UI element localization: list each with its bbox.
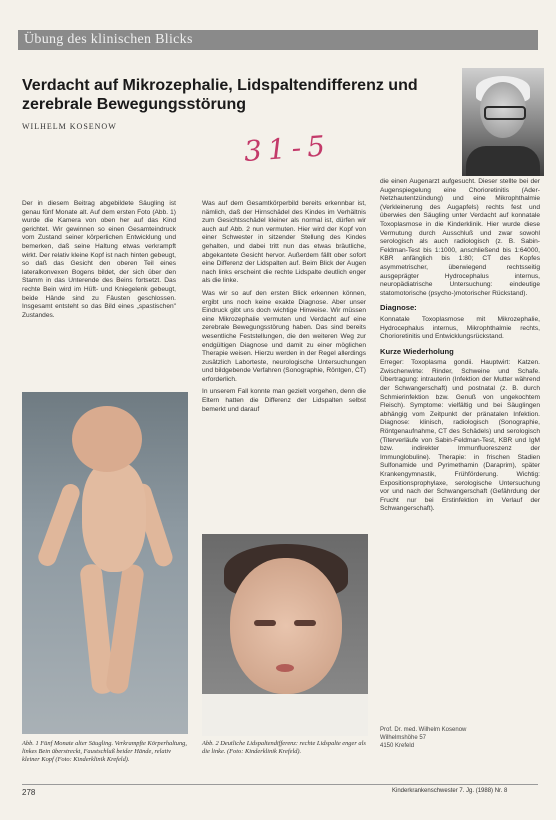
diagnosis-heading: Diagnose: <box>380 303 417 313</box>
photo-torso <box>82 462 146 572</box>
diagnosis-text: Konnatale Toxoplasmose mit Mikrozephalie, Hydrocephalus internus, Mikrophthalmie rechts, Chorioretinitis und Entwicklungsrückstand. <box>380 315 540 341</box>
paragraph: In unserem Fall konnte man gezielt vorgehen, denn die Eltern hatten die Differenz der Lidspalten selbst bemerkt und darauf <box>202 388 366 413</box>
photo-leg-right <box>105 563 145 695</box>
photo-cloth <box>202 694 368 736</box>
journal-citation: Kinderkrankenschwester 7. Jg. (1988) Nr. 8 <box>392 788 508 794</box>
author-portrait <box>462 68 544 176</box>
page-number: 278 <box>22 788 36 797</box>
figure-2-caption: Abb. 2 Deutliche Lidspaltendifferenz: rechte Lidspalte enger als die linke. (Foto: Kinderklinik Krefeld). <box>202 740 366 755</box>
figure-2-photo <box>202 534 368 736</box>
photo-head <box>72 406 142 472</box>
figure-1-caption: Abb. 1 Fünf Monate alter Säugling. Verkrampfte Körperhaltung, linkes Bein überstreckt, Faustschluß beider Hände, relativ kleiner Kopf (Foto: Kinderklinik Krefeld). <box>22 740 187 763</box>
portrait-body <box>466 146 540 176</box>
summary-heading: Kurze Wiederholung <box>380 346 454 356</box>
photo-face <box>230 558 342 694</box>
photo-mouth <box>276 664 294 672</box>
paragraph: Was auf dem Gesamtkörperbild bereits erkennbar ist, nämlich, daß der Hirnschädel des Kindes im Verhältnis zum Gesichtsschädel kleiner als normal ist, dürfen wir auch auf Abb. 2 nun vermuten. Hier wird der Kopf von einer Schwester in sitzender Stellung des Kindes gehalten, und dabei tritt nun das etwas bräutliche, abgekantete Gesicht hervor. Außerdem fällt ober sofort eine Differenz der Lidspalten auf. Beim Blick der Augen nach links erscheint die rechte Lidspalte deutlich enger als die linke. <box>202 200 366 285</box>
article-author: WILHELM KOSENOW <box>22 122 117 131</box>
address-name: Prof. Dr. med. Wilhelm Kosenow <box>380 727 467 733</box>
handwritten-note: 31-5 <box>242 129 332 168</box>
summary-text: Erreger: Toxoplasma gondii. Hauptwirt: Katzen. Zwischenwirte: Rinder, Schweine und Schafe. Übertragung: intrauterin (Infektion der Mutter während der Schwangerschaft) und postnatal (z. B. durch Schmierinfektion bzw. Genuß von ungekochtem Fleisch). Symptome: vielfältig und bei Säuglingen abhängig vom Zeitpunkt der pränatalen Infektion. Diagnose: klinisch, radiologisch (Sonographie, Röntgenaufnahme, CT des Schädels) und serologisch (Titerverläufe von Sabin-Feldman-Test, KBR und IgM bzw. indirekter Immunfluoreszenz der Immunglobuline). Therapie: in frischen Stadien Sulfonamide und Pyrimethamin (Daraprim), später Krankengymnastik, Frühförderung. Wichtig: Expositionsprophylaxe, serologische Untersuchung vor und nach der Schwangerschaft (Gefährdung der Frucht nur bei Erstinfektion im Verlauf der Schwangerschaft). <box>380 359 540 513</box>
address-city: 4150 Krefeld <box>380 743 415 749</box>
footer-rule <box>22 784 538 785</box>
text-column-3 <box>380 178 540 518</box>
figure-1-photo <box>22 392 188 734</box>
photo-eye-right <box>254 620 276 626</box>
paragraph: Was wir so auf den ersten Blick erkennen können, ergibt uns noch keine exakte Diagnose. Aber unser Eindruck gibt uns doch wichtige Hinweise. Wir müssen eine Mikrozephalie vermuten und Verdacht auf eine zerebrale Bewegungsstörung haben. Das sind bereits wesentliche Feststellungen, die den weiteren Weg zur endgültigen Diagnose und damit zu einer möglichen Therapie weisen. Hierzu werden in der Regel allerdings zusätzlich Laborteste, neurologische Untersuchungen und bildgebende Verfahren (Sonographie, Röntgen, CT) erforderlich. <box>202 289 366 383</box>
text-column-1 <box>22 200 176 324</box>
paragraph: Der in diesem Beitrag abgebildete Säugling ist genau fünf Monate alt. Auf dem ersten Foto (Abb. 1) wurde die Kamera von oben her auf das Kind gerichtet. Wir gewinnen so einen Gesamteindruck vom Zustand seiner körperlichen Entwicklung und bemerken, daß seine Haltung etwas verkrampft wirkt. Der relativ kleine Kopf ist nach hinten gebeugt, so daß das Gesicht den oberen Teil eines lateralkonvexen Bogens bildet, der sich über den Stamm in das Unterende des Beins fortsetzt. Das rechte Bein wird im Hüft- und Kniegelenk gebeugt, beide Hände sind zu Fäusten geschlossen. Insgesamt entsteht so das Bild eines „spastischen" Zustandes. <box>22 200 176 319</box>
address-street: Wilhelmshöhe 57 <box>380 735 427 741</box>
author-address <box>380 726 530 750</box>
section-banner: Übung des klinischen Blicks <box>18 30 538 50</box>
article-title: Verdacht auf Mikrozephalie, Lidspaltendifferenz und zerebrale Bewegungsstörung <box>22 77 418 113</box>
portrait-glasses <box>484 106 526 120</box>
paragraph: die einen Augenarzt aufgesucht. Dieser stellte bei der Augenspiegelung eine Chorioretinitis (Ader-Netzhautentzündung) und eine Mikrophthalmie (Verkleinerung des Augapfels) rechts fest und überwies den Säugling unter Verdacht auf konnatale Toxoplasmose in die Kinderklinik. Hier wurde diese Vermutung durch Ausschluß und zwar sowohl serologisch als auch radiologisch (z. B. Sabin-Feldman-Test bis 1:1000, anschließend bis 1:64000, KBR anfänglich bis 1:80; CT des Kopfes asymmetrischer, überwiegend rechtsseitig ausgeprägter Hydrocephalus internus, neuropädiatrische Untersuchung: eindeutige statomotorische (psycho-)motorischer Rückstand). <box>380 178 540 297</box>
photo-eye-left <box>294 620 316 626</box>
photo-arm-left <box>36 482 82 569</box>
text-column-2 <box>202 200 366 418</box>
